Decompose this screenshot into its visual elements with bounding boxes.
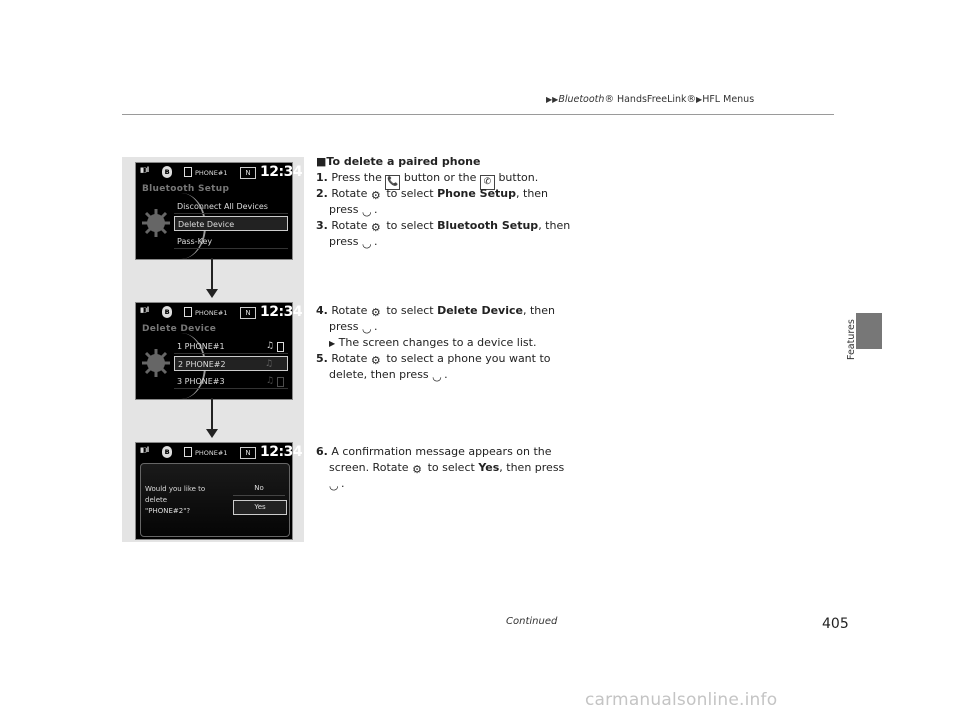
press-knob-icon: ◡ bbox=[362, 322, 372, 335]
rotate-knob-icon: ⚙ bbox=[370, 354, 381, 367]
header-rule bbox=[122, 114, 834, 115]
confirm-question: Would you like to delete "PHONE#2"? bbox=[145, 485, 206, 515]
watermark: carmanualsonline.info bbox=[585, 690, 778, 710]
music-icon: ♫ bbox=[265, 341, 274, 351]
signal-icon: ▮▯ıll bbox=[140, 446, 149, 454]
breadcrumb-arrow-icon: ▶▶ bbox=[546, 95, 559, 104]
step-2-cont: press ◡ . bbox=[329, 203, 378, 218]
step-3: 3. Rotate ⚙ to select Bluetooth Setup, then bbox=[316, 219, 571, 234]
screen-title: Bluetooth Setup bbox=[142, 184, 230, 194]
signal-icon: ▮▯ıll bbox=[140, 306, 149, 314]
breadcrumb-handsfreelink: ® HandsFreeLink® bbox=[604, 94, 697, 105]
clock: 12:34 bbox=[260, 304, 303, 320]
no-button[interactable]: No bbox=[233, 482, 285, 496]
breadcrumb bbox=[546, 94, 754, 105]
phone-button-icon: 📞 bbox=[385, 175, 400, 190]
step-5-cont: delete, then press ◡ . bbox=[329, 368, 448, 383]
breadcrumb-arrow-icon: ▶ bbox=[696, 95, 703, 104]
rotate-knob-icon: ⚙ bbox=[370, 189, 381, 202]
phone-icon bbox=[184, 447, 192, 457]
step-4-cont: press ◡ . bbox=[329, 320, 378, 335]
phone-icon bbox=[184, 307, 192, 317]
clock: 12:34 bbox=[260, 444, 303, 460]
screen-delete-device bbox=[135, 302, 303, 400]
phone-label: PHONE#1 bbox=[184, 167, 227, 177]
yes-button[interactable]: Yes bbox=[233, 500, 287, 515]
step-3-cont: press ◡ . bbox=[329, 235, 378, 250]
device-item-selected[interactable]: 2 PHONE#2 ♫ bbox=[174, 356, 288, 371]
bluetooth-icon: ʙ bbox=[162, 166, 172, 178]
status-bar bbox=[136, 163, 303, 181]
phone-icon bbox=[184, 167, 192, 177]
device-item[interactable]: 3 PHONE#3 ♫ bbox=[174, 374, 288, 389]
screen-title: Delete Device bbox=[142, 324, 217, 334]
clock: 12:34 bbox=[260, 164, 303, 180]
section-heading: ■To delete a paired phone bbox=[316, 155, 481, 168]
mode-indicator: N bbox=[240, 447, 256, 459]
music-icon: ♫ bbox=[264, 359, 273, 369]
status-bar bbox=[136, 443, 303, 461]
breadcrumb-hfl-menus: HFL Menus bbox=[702, 94, 755, 105]
status-bar bbox=[136, 303, 303, 321]
phone-icon bbox=[277, 342, 284, 352]
breadcrumb-bluetooth: Bluetooth bbox=[558, 94, 605, 105]
press-knob-icon: ◡ bbox=[329, 479, 339, 492]
screen-confirm-delete bbox=[135, 442, 303, 540]
menu-item[interactable]: Pass-Key bbox=[174, 234, 288, 249]
signal-icon: ▮▯ıll bbox=[140, 166, 149, 174]
phone-label: PHONE#1 bbox=[184, 307, 227, 317]
screen-bluetooth-setup bbox=[135, 162, 303, 260]
mode-indicator: N bbox=[240, 307, 256, 319]
bluetooth-icon: ʙ bbox=[162, 446, 172, 458]
step-4: 4. Rotate ⚙ to select Delete Device, then bbox=[316, 304, 556, 319]
continued-label: Continued bbox=[506, 616, 558, 627]
heading-square-icon: ■ bbox=[316, 155, 327, 168]
pick-up-button-icon: ✆ bbox=[480, 175, 495, 190]
phone-label: PHONE#1 bbox=[184, 447, 227, 457]
press-knob-icon: ◡ bbox=[362, 237, 372, 250]
result-arrow-icon: ▶ bbox=[329, 339, 336, 348]
step-2: 2. Rotate ⚙ to select Phone Setup, then bbox=[316, 187, 549, 202]
phone-icon bbox=[277, 377, 284, 387]
bluetooth-icon: ʙ bbox=[162, 306, 172, 318]
down-arrow-icon bbox=[211, 398, 213, 436]
page-number: 405 bbox=[822, 616, 849, 632]
rotate-knob-icon: ⚙ bbox=[412, 463, 422, 476]
music-icon: ♫ bbox=[265, 376, 274, 386]
step-5: 5. Rotate ⚙ to select a phone you want to bbox=[316, 352, 551, 367]
press-knob-icon: ◡ bbox=[362, 205, 372, 218]
device-item[interactable]: 1 PHONE#1 ♫ bbox=[174, 339, 288, 354]
menu-item[interactable]: Disconnect All Devices bbox=[174, 199, 288, 214]
step-4-note: ▶ The screen changes to a device list. bbox=[329, 336, 537, 349]
rotate-knob-icon: ⚙ bbox=[370, 221, 381, 234]
section-tab-label: Features bbox=[846, 319, 857, 360]
menu-item-selected[interactable]: Delete Device bbox=[174, 216, 288, 231]
mode-indicator: N bbox=[240, 167, 256, 179]
step-6-cont2: ◡ . bbox=[329, 477, 345, 492]
down-arrow-icon bbox=[211, 258, 213, 296]
step-1: 1. Press the 📞 button or the ✆ button. bbox=[316, 170, 538, 190]
confirm-dialog bbox=[140, 463, 290, 537]
step-6: 6. A confirmation message appears on the bbox=[316, 445, 552, 458]
press-knob-icon: ◡ bbox=[432, 370, 442, 383]
rotate-knob-icon: ⚙ bbox=[370, 306, 381, 319]
step-6-cont: screen. Rotate ⚙ to select Yes, then press bbox=[329, 461, 565, 476]
